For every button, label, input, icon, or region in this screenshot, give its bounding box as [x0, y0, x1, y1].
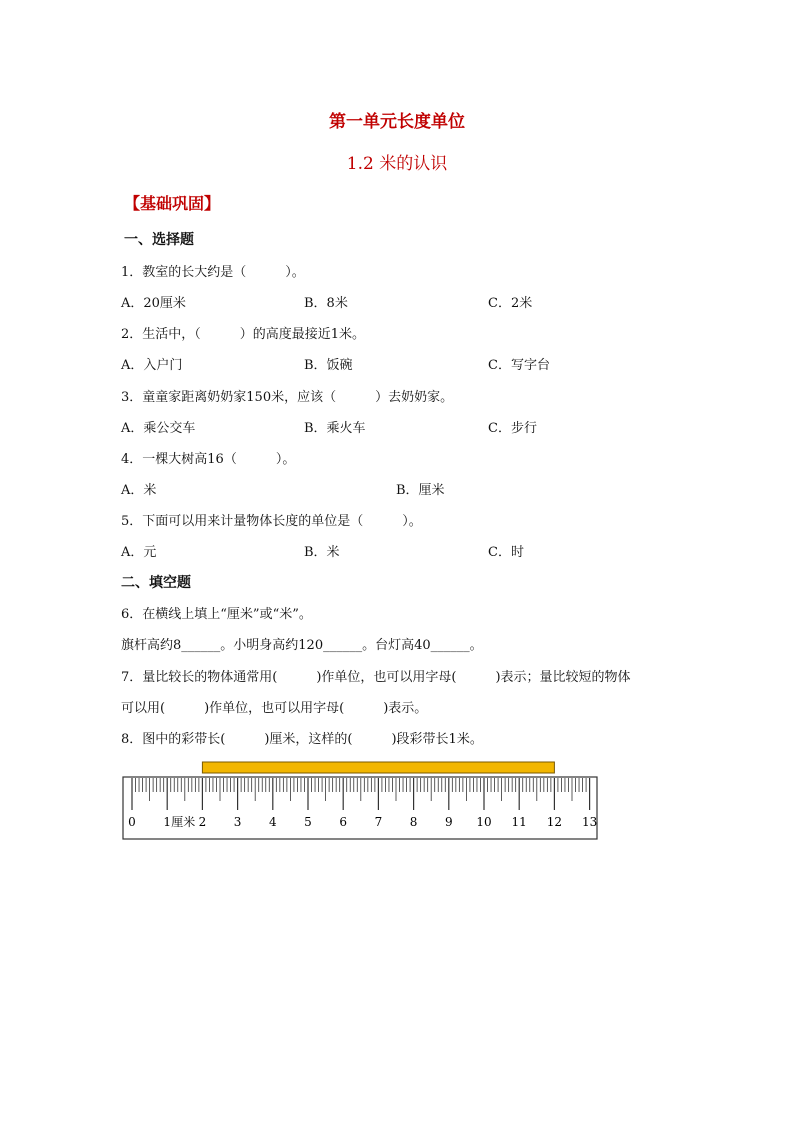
question-1-option-c: C．2米 — [488, 296, 533, 311]
question-6-line: 旗杆高约8______。小明身高约120______。台灯高40______。 — [121, 638, 483, 653]
question-4-option-b: B．厘米 — [396, 483, 445, 498]
ruler-label: 10 — [476, 815, 492, 829]
ruler-diagram — [122, 760, 600, 842]
question-1-stem: 1．教室的长大约是（ ）。 — [121, 265, 305, 280]
ruler-label: 8 — [409, 815, 418, 829]
question-5-stem: 5．下面可以用来计量物体长度的单位是（ ）。 — [121, 514, 422, 529]
question-2-option-c: C．写字台 — [488, 358, 550, 373]
question-5-option-c: C．时 — [488, 545, 524, 560]
question-7-line-2: 可以用( )作单位，也可以用字母( )表示。 — [121, 701, 428, 716]
ruler-label: 0 — [128, 815, 136, 829]
ruler-label: 2 — [198, 815, 207, 829]
question-3-option-b: B．乘火车 — [304, 421, 366, 436]
ruler-label: 7 — [374, 815, 383, 829]
ruler-unit-label: 厘米 — [171, 815, 196, 829]
question-1-option-a: A．20厘米 — [121, 296, 186, 311]
page-title: 第一单元长度单位 — [329, 112, 465, 132]
ruler-label: 6 — [339, 815, 348, 829]
ruler-label: 12 — [546, 815, 563, 829]
page-subtitle: 1.2 米的认识 — [346, 154, 448, 174]
ruler-label: 11 — [511, 815, 527, 829]
ruler-label: 1 — [163, 815, 172, 829]
question-2-option-b: B．饭碗 — [304, 358, 353, 373]
question-2-option-a: A．入户门 — [121, 358, 183, 373]
section-title: 【基础巩固】 — [124, 194, 221, 213]
question-4-option-a: A．米 — [121, 483, 157, 498]
question-3-option-c: C．步行 — [488, 421, 537, 436]
question-6-stem: 6．在横线上填上“厘米”或“米”。 — [121, 607, 312, 622]
part2-heading: 二、填空题 — [121, 575, 191, 591]
question-2-stem: 2．生活中，（ ）的高度最接近1米。 — [121, 327, 366, 342]
ruler-label: 5 — [304, 815, 312, 829]
ruler-label: 13 — [581, 815, 598, 829]
ruler-label: 3 — [233, 815, 242, 829]
question-4-stem: 4．一棵大树高16（ ）。 — [121, 452, 296, 467]
ribbon-strip — [202, 762, 554, 773]
question-5-option-a: A．元 — [121, 545, 157, 560]
question-3-option-a: A．乘公交车 — [121, 421, 196, 436]
question-7-line-1: 7．量比较长的物体通常用( )作单位，也可以用字母( )表示；量比较短的物体 — [121, 670, 631, 685]
question-8-stem: 8．图中的彩带长( )厘米，这样的( )段彩带长1米。 — [121, 732, 483, 747]
ruler-figure — [122, 760, 600, 846]
question-1-option-b: B．8米 — [304, 296, 348, 311]
part1-heading: 一、选择题 — [124, 232, 194, 248]
ruler-label: 9 — [444, 815, 453, 829]
question-5-option-b: B．米 — [304, 545, 340, 560]
question-3-stem: 3．童童家距离奶奶家150米，应该（ ）去奶奶家。 — [121, 390, 454, 405]
ruler-label: 4 — [268, 815, 277, 829]
